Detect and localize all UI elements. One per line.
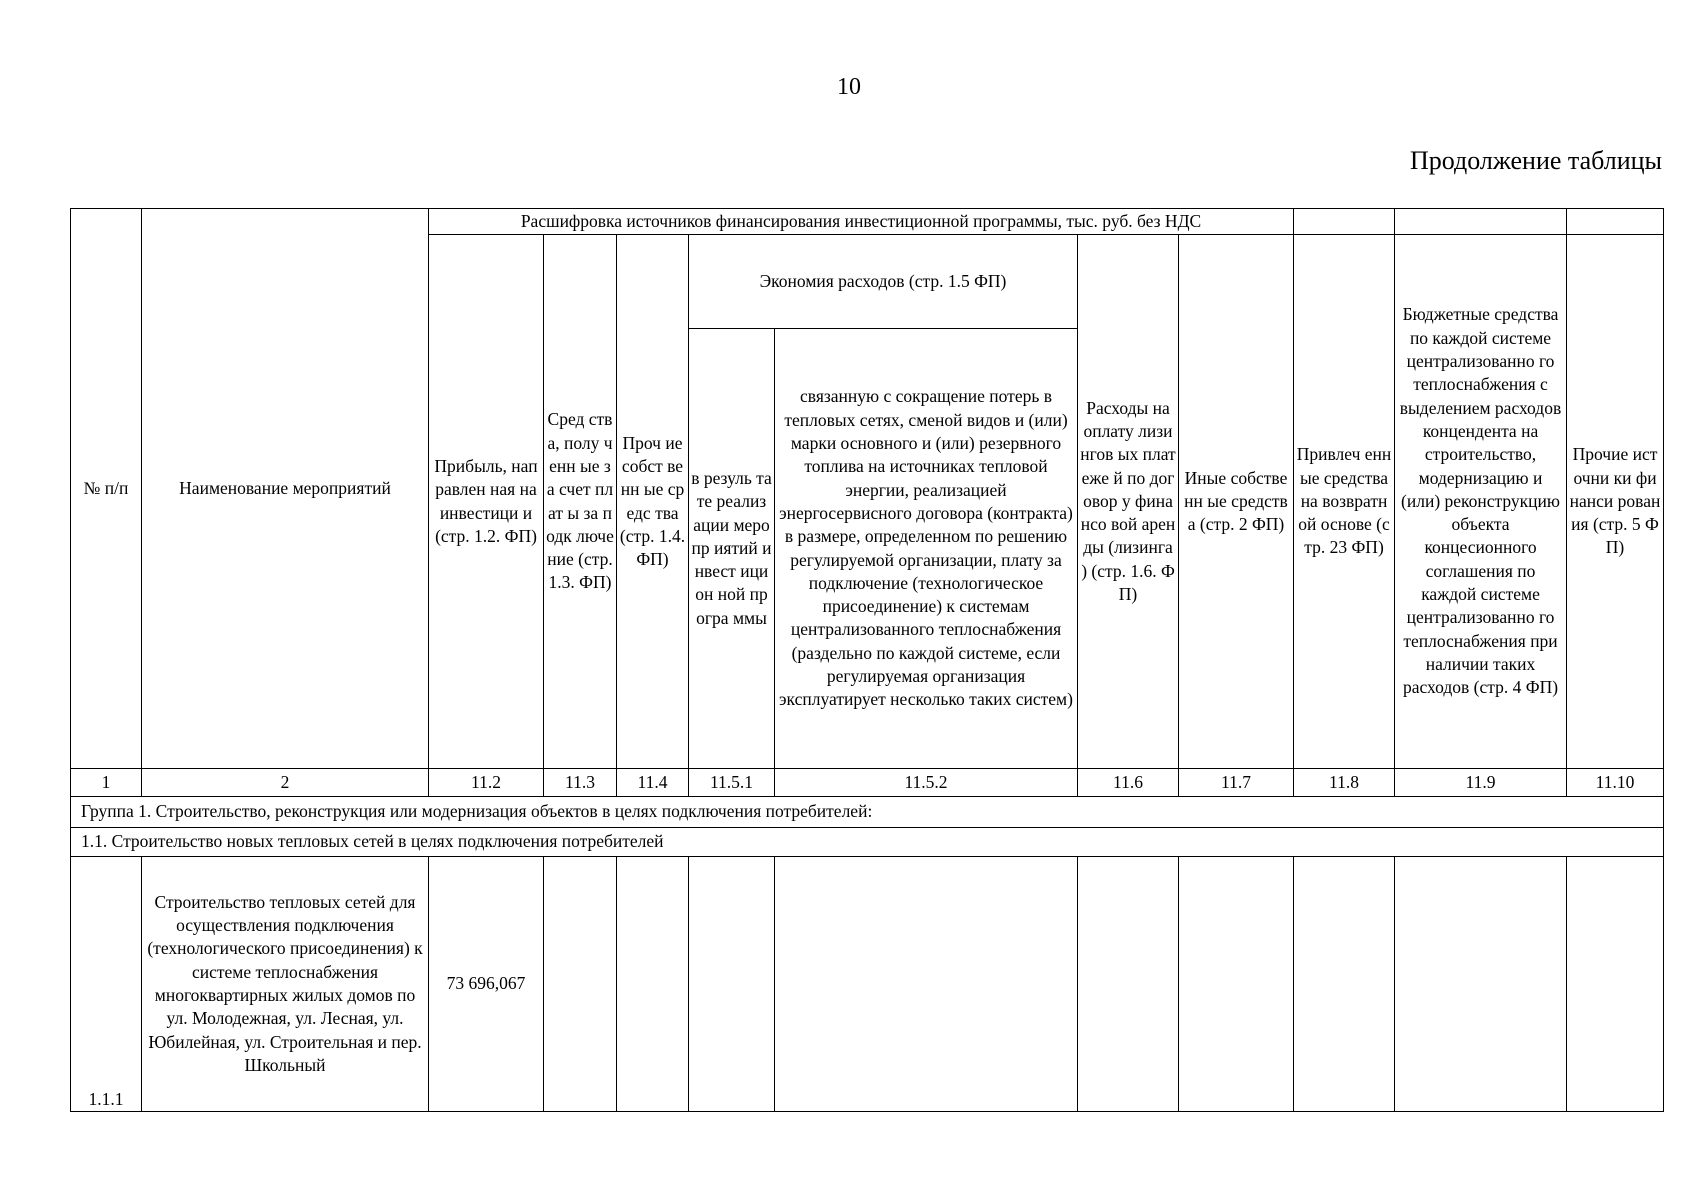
column-number: 11.9 bbox=[1395, 769, 1567, 797]
header-number: № п/п bbox=[71, 209, 142, 769]
column-number: 1 bbox=[71, 769, 142, 797]
header-profit: Прибыль, направлен ная на инвестици и (стр. 1.2. ФП) bbox=[429, 235, 544, 769]
header-borrowed: Привлеч енные средства на возвратн ой основе (стр. 23 ФП) bbox=[1294, 235, 1395, 769]
row-empty-cell bbox=[544, 857, 617, 1112]
table-continuation-label: Продолжение таблицы bbox=[1410, 146, 1662, 175]
column-number: 11.5.1 bbox=[689, 769, 775, 797]
header-other-sources: Прочие источни ки финанси рования (стр. 5 ФП) bbox=[1567, 235, 1664, 769]
header-savings-related: связанную с сокращение потерь в тепловых сетях, сменой видов и (или) марки основного и (или) резервного топлива на источниках тепловой энергии, реализацией энергосервисного договора (контракта) в размере, определенном по решению регулируемой организации, плату за подключение (технологическое присоединение) к системам централизованного теплоснабжения (раздельно по каждой системе, если регулируемая организация эксплуатирует несколько таких систем) bbox=[775, 329, 1078, 769]
row-empty-cell bbox=[1179, 857, 1294, 1112]
table-row bbox=[71, 857, 1664, 1112]
column-number: 11.6 bbox=[1078, 769, 1179, 797]
column-number: 11.5.2 bbox=[775, 769, 1078, 797]
row-empty-cell bbox=[1395, 857, 1567, 1112]
column-number: 11.4 bbox=[617, 769, 689, 797]
column-number: 11.7 bbox=[1179, 769, 1294, 797]
column-number: 11.2 bbox=[429, 769, 544, 797]
row-empty-cell bbox=[775, 857, 1078, 1112]
page-number: 10 bbox=[837, 74, 861, 100]
header-empty-cell bbox=[1567, 209, 1664, 235]
row-profit: 73 696,067 bbox=[429, 857, 544, 1112]
row-empty-cell bbox=[1294, 857, 1395, 1112]
subgroup-heading: 1.1. Строительство новых тепловых сетей в целях подключения потребителей bbox=[71, 828, 1664, 857]
row-empty-cell bbox=[617, 857, 689, 1112]
header-empty-cell bbox=[1294, 209, 1395, 235]
header-connection-funds: Сред ства, полу ченн ые за счет плат ы за подк люче ние (стр. 1.3. ФП) bbox=[544, 235, 617, 769]
row-name: Строительство тепловых сетей для осуществления подключения (технологического присоединения) к системе теплоснабжения многоквартирных жилых домов по ул. Молодежная, ул. Лесная, ул. Юбилейная, ул. Строительная и пер. Школьный bbox=[142, 857, 429, 1112]
header-name: Наименование мероприятий bbox=[142, 209, 429, 769]
group-heading: Группа 1. Строительство, реконструкция или модернизация объектов в целях подключения потребителей: bbox=[71, 797, 1664, 828]
financing-table bbox=[70, 208, 1664, 1112]
header-financing-title: Расшифровка источников финансирования инвестиционной программы, тыс. руб. без НДС bbox=[429, 209, 1294, 235]
column-number: 11.8 bbox=[1294, 769, 1395, 797]
header-empty-cell bbox=[1395, 209, 1567, 235]
row-empty-cell bbox=[1078, 857, 1179, 1112]
column-number: 11.3 bbox=[544, 769, 617, 797]
column-number: 2 bbox=[142, 769, 429, 797]
header-savings-result: в резуль тате реализ ации меропр иятий инвест ицион ной програ ммы bbox=[689, 329, 775, 769]
header-savings-title: Экономия расходов (стр. 1.5 ФП) bbox=[689, 235, 1078, 329]
row-number: 1.1.1 bbox=[71, 857, 142, 1112]
header-leasing: Расходы на оплату лизингов ых платеже й по договор у финансо вой аренды (лизинга ) (стр. 1.6. ФП) bbox=[1078, 235, 1179, 769]
header-other-own: Проч ие собст венн ые средс тва (стр. 1.4. ФП) bbox=[617, 235, 689, 769]
header-budget: Бюджетные средства по каждой системе централизованно го теплоснабжения с выделением расходов концендента на строительство, модернизацию и (или) реконструкцию объекта концесионного соглашения по каждой системе централизованно го теплоснабжения при наличии таких расходов (стр. 4 ФП) bbox=[1395, 235, 1567, 769]
row-empty-cell bbox=[1567, 857, 1664, 1112]
row-empty-cell bbox=[689, 857, 775, 1112]
header-other-own-funds: Иные собственн ые средства (стр. 2 ФП) bbox=[1179, 235, 1294, 769]
column-number: 11.10 bbox=[1567, 769, 1664, 797]
